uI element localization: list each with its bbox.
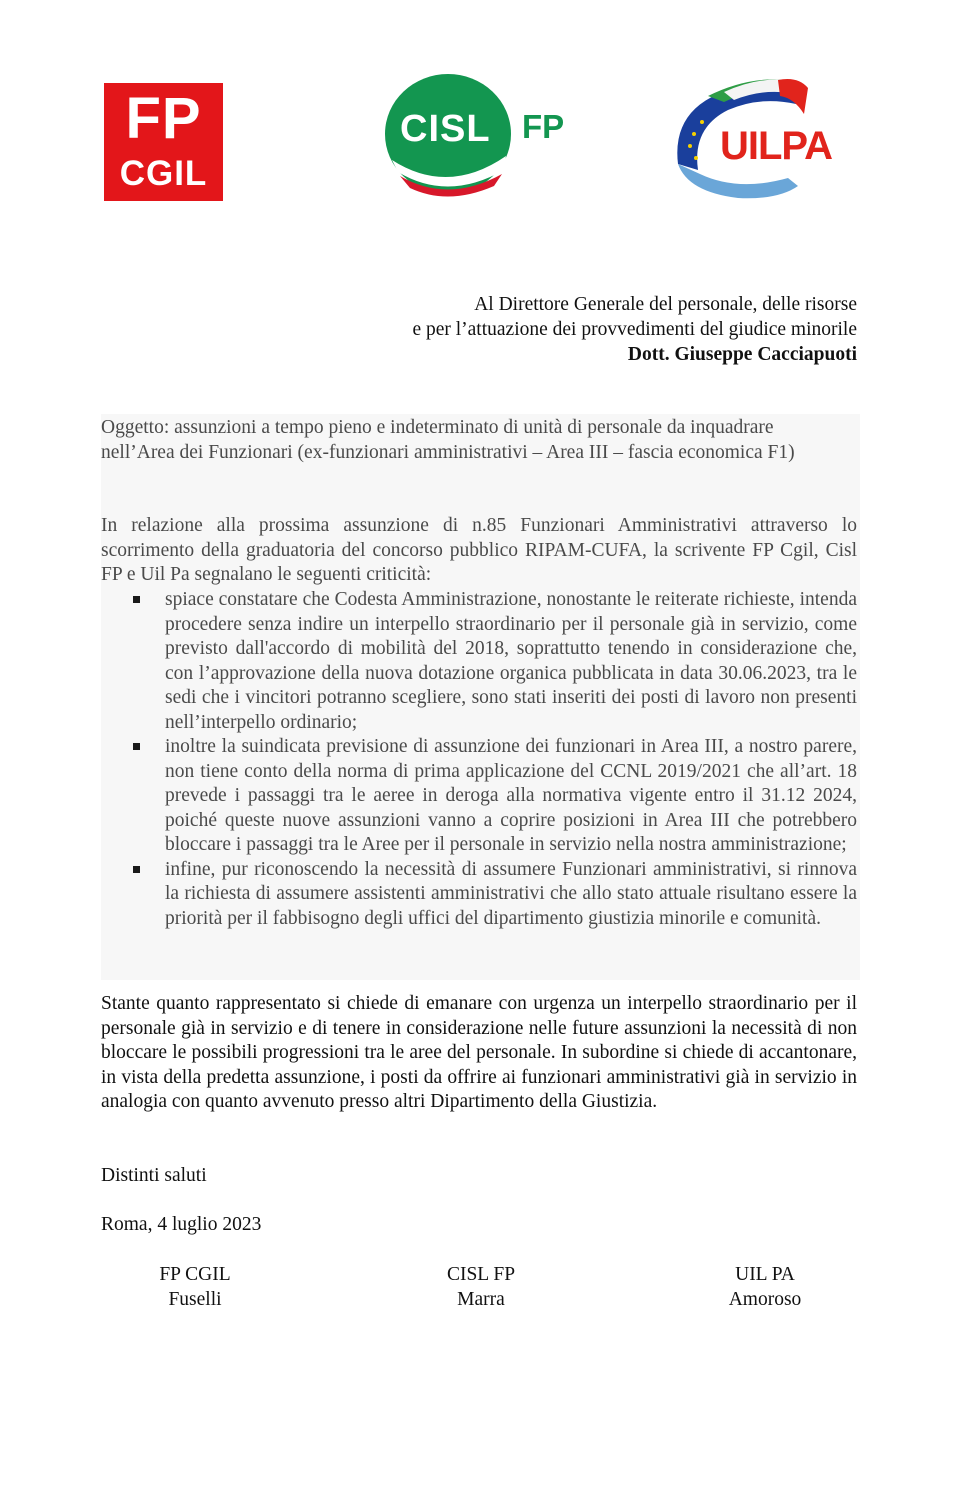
list-item-text: inoltre la suindicata previsione di assunzione dei funzionari in Area III, a nostro parere, non tiene conto della norma di prima applicazione del CCNL 2019/2021 che all’art. 18 prevede i passaggi tra le aeree in deroga alla normativa vigente entro il 31.12 2024, poiché queste nuove assunzioni vanno a coprire posizioni in Area III che potrebbero bloccare i passaggi tra le Aree per il personale in servizio nella nostra amministrazione; [165, 736, 857, 855]
intro-paragraph: In relazione alla prossima assunzione di n.85 Funzionari Amministrativi attraverso lo scorrimento della graduatoria del concorso pubblico RIPAM-CUFA, la scrivente FP Cgil, Cisl FP e Uil Pa segnalano le seguenti criticità: [101, 515, 857, 585]
cisl-fp-logo-cisl: CISL [400, 108, 491, 150]
issues-list [128, 588, 857, 931]
addressee-line-1: Al Direttore Generale del personale, delle risorse [474, 294, 857, 315]
signature-name: Amoroso [728, 1289, 802, 1310]
signature-name: Marra [457, 1289, 505, 1310]
uil-pa-logo [668, 74, 858, 204]
fp-cgil-logo-cgil: CGIL [119, 154, 208, 193]
greeting: Distinti saluti [101, 1165, 207, 1186]
list-item-text: infine, pur riconoscendo la necessità di assumere Funzionari amministrativi, si rinnova la richiesta di assumere assistenti amministrativi che allo stato attuale risultano essere la priorità per il fabbisogno degli uffici del dipartimento giustizia minorile e comunità. [165, 858, 857, 929]
signature-cisl-fp [381, 1262, 581, 1312]
subject-line: Oggetto: assunzioni a tempo pieno e indeterminato di unità di personale da inquadrare nell’Area dei Funzionari (ex-funzionari amministrativi – Area III – fascia economica F1) [101, 417, 795, 463]
signature-uil-pa [665, 1262, 865, 1312]
list-item [128, 735, 857, 858]
list-item [128, 588, 857, 735]
uil-pa-logo-text: UILPA [720, 124, 833, 168]
date-place: Roma, 4 luglio 2023 [101, 1214, 262, 1235]
cisl-fp-logo [384, 74, 574, 201]
signature-name: Fuselli [168, 1289, 222, 1310]
addressee-block [300, 292, 857, 367]
signature-org: FP CGIL [159, 1264, 231, 1285]
bullet-icon [133, 743, 140, 750]
fp-cgil-logo-fp: FP [125, 86, 202, 151]
addressee-line-2: e per l’attuazione dei provvedimenti del giudice minorile [412, 319, 857, 340]
bullet-icon [133, 866, 140, 873]
bullet-icon [133, 596, 140, 603]
signature-org: UIL PA [735, 1264, 795, 1285]
signature-org: CISL FP [446, 1264, 516, 1285]
cisl-fp-logo-fp: FP [522, 108, 565, 145]
list-item [128, 858, 857, 932]
closing-paragraph: Stante quanto rappresentato si chiede di emanare con urgenza un interpello straordinario per il personale già in servizio e di tenere in considerazione nelle future assunzioni la necessità di non bloccare le possibili progressioni tra le aree del personale. In subordine si chiede di accantonare, in vista della predetta assunzione, i posti da offrire ai funzionari amministrativi già in servizio in analogia con quanto avvenuto presso altri Dipartimento della Giustizia. [101, 993, 857, 1112]
addressee-name: Dott. Giuseppe Cacciapuoti [627, 344, 857, 365]
signature-fp-cgil [95, 1262, 295, 1312]
list-item-text: spiace constatare che Codesta Amministrazione, nonostante le reiterate richieste, intenda procedere senza indire un interpello straordinario per il personale già in servizio, come previsto dall'accordo di mobilità del 2018, soprattutto tenendo in considerazione che, con l’approvazione della nuova dotazione organica pubblicata in data 30.06.2023, tra le sedi che i vincitori potranno scegliere, sono stati inseriti dei posti di lavoro non presenti nell’interpello ordinario; [165, 589, 857, 733]
fp-cgil-logo [104, 83, 223, 201]
